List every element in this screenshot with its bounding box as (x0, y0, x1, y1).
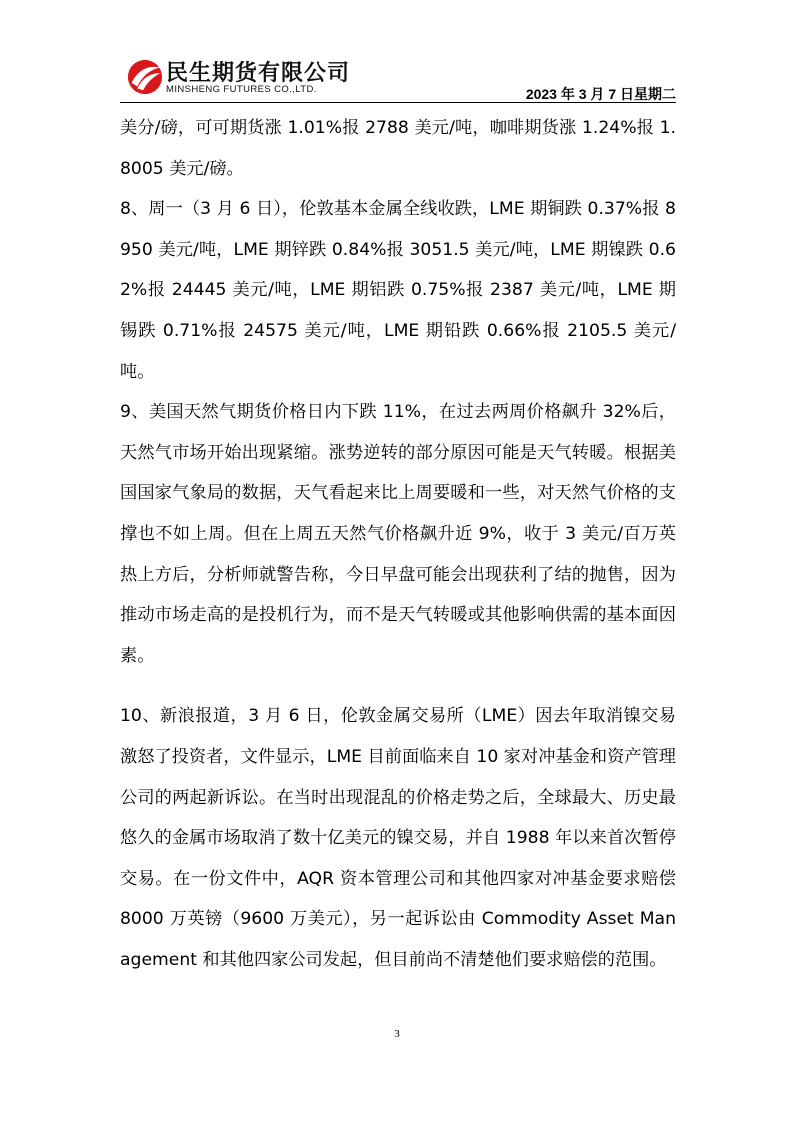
paragraph-item-9: 9、美国天然气期货价格日内下跌 11%，在过去两周价格飙升 32%后，天然气市场开始出现紧缩。涨势逆转的部分原因可能是天气转暖。根据美国国家气象局的数据，天气看起来比上周要暖和一些，对天然气价格的支撑也不如上周。但在上周五天然气价格飙升近 9%，收于 3 美元/百万英热上方后，分析师就警告称，今日早盘可能会出现获利了结的抛售，因为推动市场走高的是投机行为，而不是天气转暖或其他影响供需的基本面因素。 (120, 402, 676, 666)
paragraph-item-8: 8、周一（3 月 6 日），伦敦基本金属全线收跌，LME 期铜跌 0.37%报 8950 美元/吨，LME 期锌跌 0.84%报 3051.5 美元/吨，LME 期镍跌 0.62%报 24445 美元/吨，LME 期铝跌 0.75%报 2387 美元/吨，LME 期锡跌 0.71%报 24575 美元/吨，LME 期铅跌 0.66%报 2105.5 美元/吨。 (120, 199, 676, 382)
minsheng-logo-icon (126, 58, 164, 96)
paragraph-continuation: 美分/磅，可可期货涨 1.01%报 2788 美元/吨，咖啡期货涨 1.24%报 1.8005 美元/磅。 (120, 118, 676, 179)
paragraph-item-10: 10、新浪报道，3 月 6 日，伦敦金属交易所（LME）因去年取消镍交易激怒了投资者，文件显示，LME 目前面临来自 10 家对冲基金和资产管理公司的两起新诉讼。在当时出现混乱的价格走势之后，全球最大、历史最悠久的金属市场取消了数十亿美元的镍交易，并自 1988 年以来首次暂停交易。在一份文件中，AQR 资本管理公司和其他四家对冲基金要求赔偿 8000 万英镑（9600 万美元），另一起诉讼由 Commodity Asset Management 和其他四家公司发起，但目前尚不清楚他们要求赔偿的范围。 (120, 706, 676, 970)
document-body (120, 108, 676, 980)
report-date: 2023 年 3 月 7 日星期二 (525, 86, 676, 102)
page-header (120, 56, 676, 103)
page-number: 3 (394, 1028, 400, 1040)
company-name-cn: 民生期货有限公司 (166, 61, 351, 86)
company-name-en: MINSHENG FUTURES CO.,LTD. (166, 84, 317, 95)
